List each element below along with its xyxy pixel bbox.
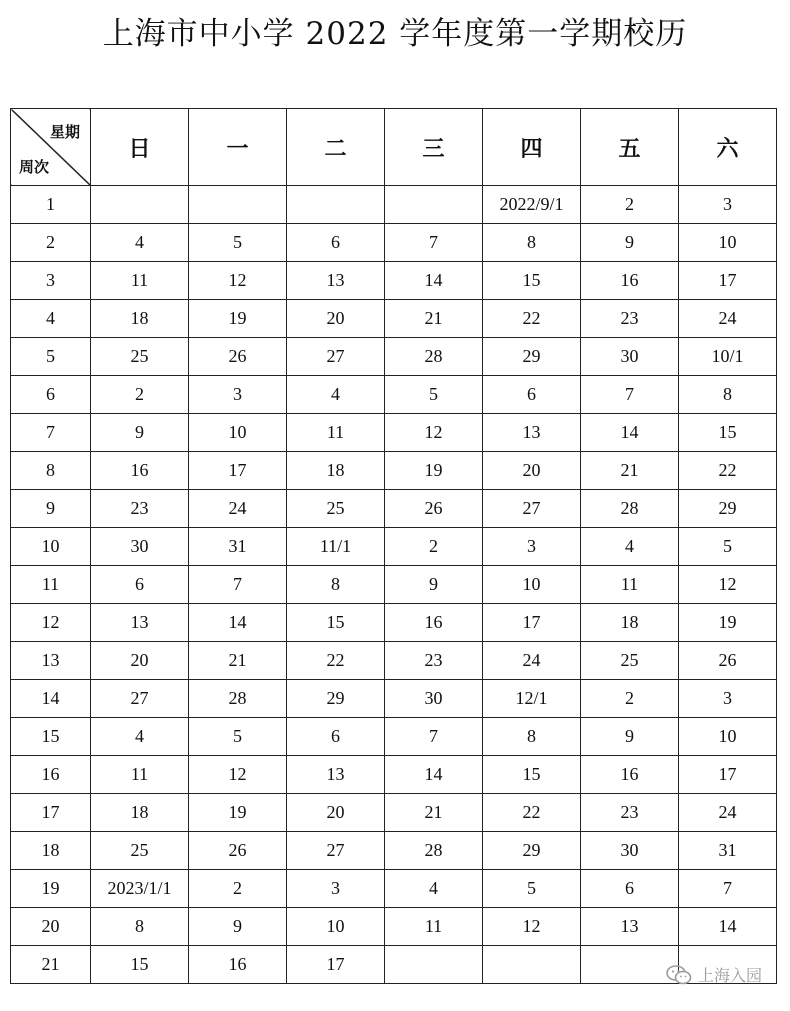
date-cell: 21 [581, 452, 679, 490]
week-number-cell: 6 [11, 376, 91, 414]
table-row [11, 870, 777, 908]
week-number-cell: 16 [11, 756, 91, 794]
date-cell: 9 [385, 566, 483, 604]
date-cell: 12 [483, 908, 581, 946]
date-cell: 5 [483, 870, 581, 908]
date-cell: 19 [189, 300, 287, 338]
date-cell: 8 [483, 224, 581, 262]
week-number-cell: 11 [11, 566, 91, 604]
date-cell: 4 [385, 870, 483, 908]
calendar-body [11, 186, 777, 984]
week-number-cell: 10 [11, 528, 91, 566]
date-cell: 20 [287, 300, 385, 338]
date-cell: 14 [385, 262, 483, 300]
date-cell: 7 [385, 224, 483, 262]
date-cell: 10 [679, 718, 777, 756]
table-row [11, 794, 777, 832]
date-cell: 15 [287, 604, 385, 642]
date-cell: 22 [679, 452, 777, 490]
table-row [11, 832, 777, 870]
week-number-cell: 3 [11, 262, 91, 300]
date-cell [189, 186, 287, 224]
date-cell: 11 [91, 756, 189, 794]
date-cell: 26 [189, 338, 287, 376]
date-cell: 29 [483, 832, 581, 870]
date-cell: 19 [385, 452, 483, 490]
date-cell: 25 [287, 490, 385, 528]
date-cell: 6 [483, 376, 581, 414]
date-cell: 4 [287, 376, 385, 414]
date-cell: 27 [483, 490, 581, 528]
date-cell: 8 [483, 718, 581, 756]
date-cell: 31 [189, 528, 287, 566]
date-cell: 11 [287, 414, 385, 452]
weekday-header: 四 [483, 109, 581, 186]
date-cell: 12 [189, 262, 287, 300]
date-cell: 4 [91, 224, 189, 262]
date-cell: 22 [483, 794, 581, 832]
week-number-cell: 13 [11, 642, 91, 680]
date-cell: 21 [385, 300, 483, 338]
date-cell: 11 [91, 262, 189, 300]
table-row [11, 680, 777, 718]
date-cell: 18 [287, 452, 385, 490]
date-cell: 24 [679, 794, 777, 832]
date-cell: 9 [189, 908, 287, 946]
date-cell: 9 [581, 224, 679, 262]
date-cell: 18 [91, 794, 189, 832]
date-cell: 8 [287, 566, 385, 604]
date-cell: 29 [679, 490, 777, 528]
date-cell: 20 [287, 794, 385, 832]
date-cell: 28 [385, 338, 483, 376]
date-cell: 6 [581, 870, 679, 908]
weekday-header: 五 [581, 109, 679, 186]
table-row [11, 224, 777, 262]
week-number-cell: 9 [11, 490, 91, 528]
date-cell: 2 [581, 186, 679, 224]
weekday-header: 二 [287, 109, 385, 186]
date-cell: 14 [385, 756, 483, 794]
date-cell: 14 [581, 414, 679, 452]
page-title: 上海市中小学 2022 学年度第一学期校历 [102, 16, 688, 52]
school-calendar-table [10, 108, 777, 984]
table-row [11, 908, 777, 946]
header-row [11, 109, 777, 186]
weekday-header: 三 [385, 109, 483, 186]
date-cell: 18 [91, 300, 189, 338]
date-cell: 23 [385, 642, 483, 680]
date-cell: 15 [91, 946, 189, 984]
date-cell: 19 [679, 604, 777, 642]
date-cell: 7 [581, 376, 679, 414]
date-cell: 21 [385, 794, 483, 832]
weekday-header: 一 [189, 109, 287, 186]
date-cell: 25 [581, 642, 679, 680]
date-cell: 27 [91, 680, 189, 718]
date-cell: 5 [679, 528, 777, 566]
date-cell: 13 [287, 262, 385, 300]
date-cell: 25 [91, 832, 189, 870]
date-cell: 17 [287, 946, 385, 984]
date-cell: 28 [189, 680, 287, 718]
date-cell: 15 [483, 262, 581, 300]
date-cell: 10 [189, 414, 287, 452]
calendar-header [11, 109, 777, 186]
date-cell: 9 [91, 414, 189, 452]
date-cell: 24 [483, 642, 581, 680]
date-cell: 16 [581, 756, 679, 794]
table-row [11, 262, 777, 300]
date-cell: 11 [581, 566, 679, 604]
week-number-cell: 14 [11, 680, 91, 718]
date-cell: 20 [91, 642, 189, 680]
table-row [11, 756, 777, 794]
date-cell: 11 [385, 908, 483, 946]
date-cell: 17 [679, 756, 777, 794]
date-cell: 13 [483, 414, 581, 452]
date-cell: 7 [189, 566, 287, 604]
date-cell: 12/1 [483, 680, 581, 718]
table-row [11, 946, 777, 984]
date-cell: 7 [385, 718, 483, 756]
date-cell [483, 946, 581, 984]
date-cell: 13 [581, 908, 679, 946]
watermark-text: 上海入园 [697, 966, 762, 985]
date-cell: 6 [287, 224, 385, 262]
date-cell: 17 [679, 262, 777, 300]
date-cell: 10 [483, 566, 581, 604]
date-cell: 16 [91, 452, 189, 490]
date-cell: 3 [287, 870, 385, 908]
table-row [11, 642, 777, 680]
week-number-cell: 20 [11, 908, 91, 946]
date-cell: 10 [287, 908, 385, 946]
watermark [666, 963, 762, 986]
date-cell: 13 [91, 604, 189, 642]
table-row [11, 300, 777, 338]
date-cell: 14 [679, 908, 777, 946]
weekday-header: 六 [679, 109, 777, 186]
week-number-cell: 21 [11, 946, 91, 984]
date-cell: 14 [189, 604, 287, 642]
date-cell: 16 [189, 946, 287, 984]
date-cell: 15 [679, 414, 777, 452]
date-cell: 30 [581, 832, 679, 870]
date-cell: 12 [189, 756, 287, 794]
table-row [11, 718, 777, 756]
date-cell: 11/1 [287, 528, 385, 566]
week-number-label: 周次 [19, 158, 50, 176]
date-cell: 19 [189, 794, 287, 832]
table-row [11, 566, 777, 604]
date-cell: 25 [91, 338, 189, 376]
week-number-cell: 2 [11, 224, 91, 262]
date-cell: 24 [189, 490, 287, 528]
date-cell: 26 [189, 832, 287, 870]
date-cell: 7 [679, 870, 777, 908]
week-number-cell: 18 [11, 832, 91, 870]
date-cell: 20 [483, 452, 581, 490]
date-cell: 23 [581, 794, 679, 832]
date-cell: 2 [385, 528, 483, 566]
date-cell: 23 [581, 300, 679, 338]
week-number-cell: 8 [11, 452, 91, 490]
date-cell: 2 [581, 680, 679, 718]
date-cell: 9 [581, 718, 679, 756]
date-cell: 18 [581, 604, 679, 642]
date-cell: 22 [483, 300, 581, 338]
date-cell: 27 [287, 832, 385, 870]
week-number-cell: 12 [11, 604, 91, 642]
date-cell: 10/1 [679, 338, 777, 376]
date-cell: 5 [189, 718, 287, 756]
date-cell: 17 [189, 452, 287, 490]
date-cell: 30 [581, 338, 679, 376]
date-cell: 8 [91, 908, 189, 946]
date-cell: 21 [189, 642, 287, 680]
weekday-label: 星期 [49, 123, 80, 141]
date-cell: 29 [287, 680, 385, 718]
date-cell [91, 186, 189, 224]
table-row [11, 376, 777, 414]
date-cell: 8 [679, 376, 777, 414]
table-row [11, 452, 777, 490]
date-cell: 3 [679, 186, 777, 224]
date-cell: 12 [385, 414, 483, 452]
date-cell: 12 [679, 566, 777, 604]
date-cell: 3 [483, 528, 581, 566]
date-cell: 28 [385, 832, 483, 870]
table-row [11, 528, 777, 566]
date-cell: 3 [189, 376, 287, 414]
date-cell: 28 [581, 490, 679, 528]
date-cell: 4 [91, 718, 189, 756]
date-cell: 5 [189, 224, 287, 262]
table-row [11, 414, 777, 452]
date-cell: 22 [287, 642, 385, 680]
table-row [11, 490, 777, 528]
date-cell: 17 [483, 604, 581, 642]
corner-cell [11, 109, 91, 186]
table-row [11, 338, 777, 376]
week-number-cell: 7 [11, 414, 91, 452]
week-number-cell: 4 [11, 300, 91, 338]
week-number-cell: 17 [11, 794, 91, 832]
table-row [11, 186, 777, 224]
date-cell: 2 [189, 870, 287, 908]
week-number-cell: 19 [11, 870, 91, 908]
date-cell: 24 [679, 300, 777, 338]
date-cell: 2022/9/1 [483, 186, 581, 224]
date-cell: 6 [91, 566, 189, 604]
date-cell: 26 [679, 642, 777, 680]
week-number-cell: 5 [11, 338, 91, 376]
date-cell: 26 [385, 490, 483, 528]
weekday-header: 日 [91, 109, 189, 186]
wechat-icon [666, 965, 692, 985]
date-cell: 23 [91, 490, 189, 528]
date-cell: 2 [91, 376, 189, 414]
date-cell: 10 [679, 224, 777, 262]
date-cell [385, 186, 483, 224]
date-cell: 16 [385, 604, 483, 642]
date-cell: 2023/1/1 [91, 870, 189, 908]
date-cell: 16 [581, 262, 679, 300]
date-cell: 6 [287, 718, 385, 756]
date-cell: 29 [483, 338, 581, 376]
date-cell: 3 [679, 680, 777, 718]
date-cell [385, 946, 483, 984]
week-number-cell: 15 [11, 718, 91, 756]
week-number-cell: 1 [11, 186, 91, 224]
table-row [11, 604, 777, 642]
date-cell [287, 186, 385, 224]
date-cell: 5 [385, 376, 483, 414]
date-cell: 4 [581, 528, 679, 566]
date-cell: 13 [287, 756, 385, 794]
date-cell [581, 946, 679, 984]
date-cell: 15 [483, 756, 581, 794]
date-cell: 27 [287, 338, 385, 376]
date-cell: 30 [385, 680, 483, 718]
date-cell: 30 [91, 528, 189, 566]
date-cell: 31 [679, 832, 777, 870]
